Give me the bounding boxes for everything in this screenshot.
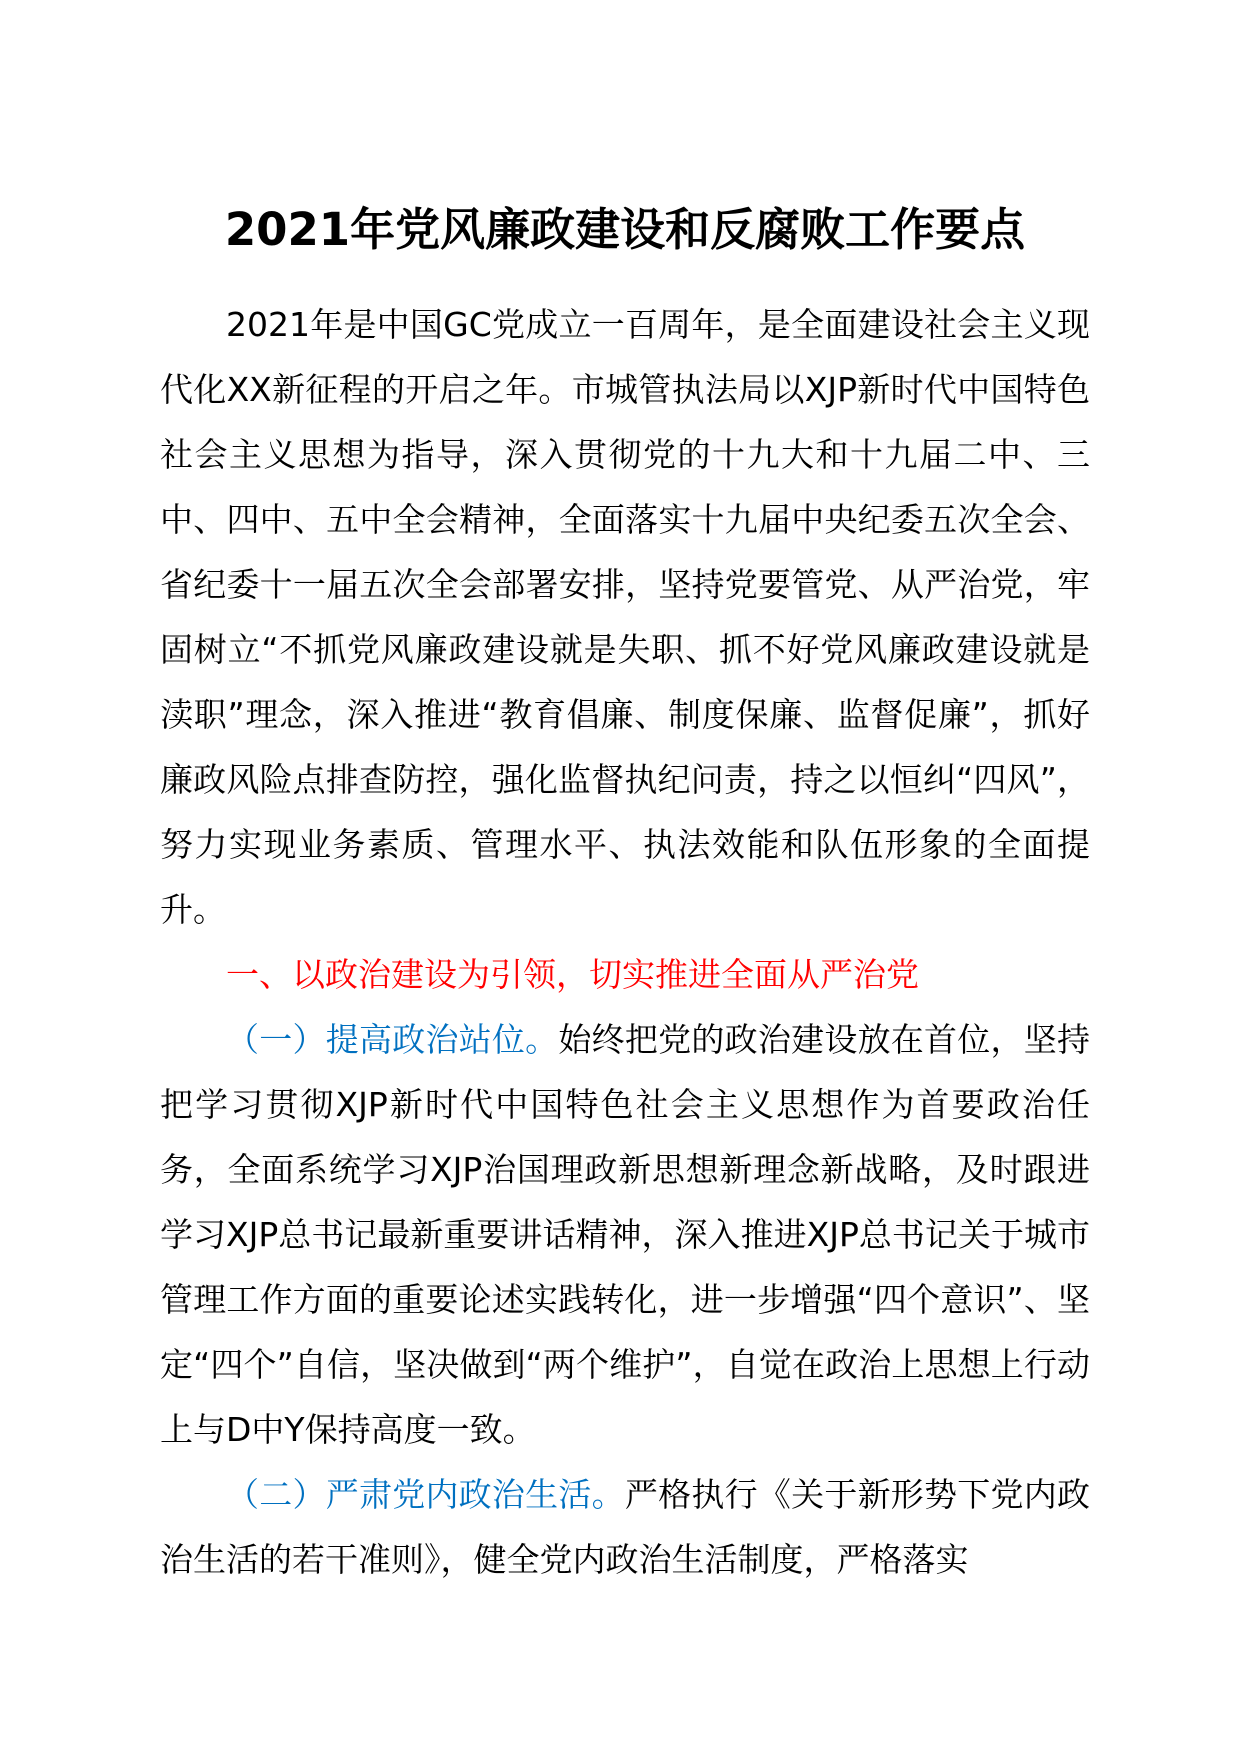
item-label-1: （一）提高政治站位。: [226, 1020, 559, 1059]
item-text-1: 始终把党的政治建设放在首位，坚持把学习贯彻XJP新时代中国特色社会主义思想作为首要政治任务，全面系统学习XJP治国理政新思想新理念新战略，及时跟进学习XJP总书记最新重要讲话精神，深入推进XJP总书记关于城市管理工作方面的重要论述实践转化，进一步增强“四个意识”、坚定“四个”自信，坚决做到“两个维护”，自觉在政治上思想上行动上与D中Y保持高度一致。: [160, 1020, 1091, 1449]
item-label-2: （二）严肃党内政治生活。: [226, 1475, 625, 1514]
item-text-2: 严格执行《关于新形势下党内政治生活的若干准则》，健全党内政治生活制度，严格落实: [160, 1475, 1091, 1579]
item-paragraph-1: [160, 1007, 1090, 1462]
item-paragraph-2: [160, 1462, 1090, 1592]
document-title: 2021年党风廉政建设和反腐败工作要点: [224, 203, 1026, 256]
document-page: [160, 190, 1090, 1592]
intro-paragraph: 2021年是中国GC党成立一百周年，是全面建设社会主义现代化XX新征程的开启之年。市城管执法局以XJP新时代中国特色社会主义思想为指导，深入贯彻党的十九大和十九届二中、三中、四中、五中全会精神，全面落实十九届中央纪委五次全会、省纪委十一届五次全会部署安排，坚持党要管党、从严治党，牢固树立“不抓党风廉政建设就是失职、抓不好党风廉政建设就是渎职”理念，深入推进“教育倡廉、制度保廉、监督促廉”，抓好廉政风险点排查防控，强化监督执纪问责，持之以恒纠“四风”，努力实现业务素质、管理水平、执法效能和队伍形象的全面提升。: [160, 305, 1090, 929]
section-heading: 一、以政治建设为引领，切实推进全面从严治党: [226, 955, 919, 994]
